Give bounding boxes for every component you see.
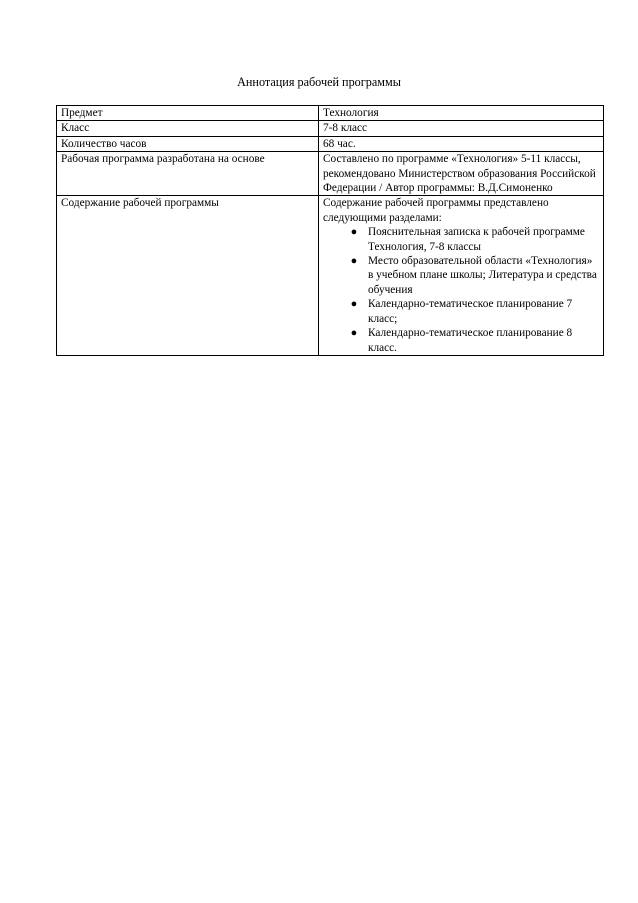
list-item: [350, 225, 600, 254]
list-item-text: Пояснительная записка к рабочей программе Технология, 7-8 классы: [368, 226, 585, 253]
table-row-content: [57, 196, 604, 355]
table-row-subject: [57, 106, 604, 121]
list-item-text: Место образовательной области «Технология» в учебном плане школы; Литература и средства обучения: [368, 255, 597, 296]
annotation-table: [56, 105, 604, 356]
list-item: [350, 326, 600, 355]
row-value: Технология: [319, 106, 604, 121]
row-label: Количество часов: [57, 136, 319, 151]
list-item: [350, 297, 600, 326]
table-row-hours: [57, 136, 604, 151]
bullet-dot-icon: ●: [350, 327, 358, 340]
table-row-grade: [57, 121, 604, 136]
row-label: Предмет: [57, 106, 319, 121]
table-row-basis: [57, 152, 604, 196]
bullet-dot-icon: ●: [350, 255, 358, 268]
row-value: Составлено по программе «Технология» 5-11 классы, рекомендовано Министерством образования Российской Федерации / Автор программы: В.Д.Симоненко: [319, 152, 604, 196]
row-label: Содержание рабочей программы: [57, 196, 319, 355]
sections-list: [323, 225, 600, 355]
bullet-dot-icon: ●: [350, 226, 358, 239]
bullet-dot-icon: ●: [350, 298, 358, 311]
list-item-text: Календарно-тематическое планирование 7 класс;: [368, 298, 573, 325]
row-label: Класс: [57, 121, 319, 136]
list-item-text: Календарно-тематическое планирование 8 класс.: [368, 327, 573, 354]
row-value: 7-8 класс: [319, 121, 604, 136]
row-value: 68 час.: [319, 136, 604, 151]
document-title: Аннотация рабочей программы: [237, 75, 401, 89]
content-intro: Содержание рабочей программы представлено следующими разделами:: [323, 197, 549, 224]
row-label: Рабочая программа разработана на основе: [57, 152, 319, 196]
row-value: [319, 196, 604, 355]
list-item: [350, 254, 600, 297]
